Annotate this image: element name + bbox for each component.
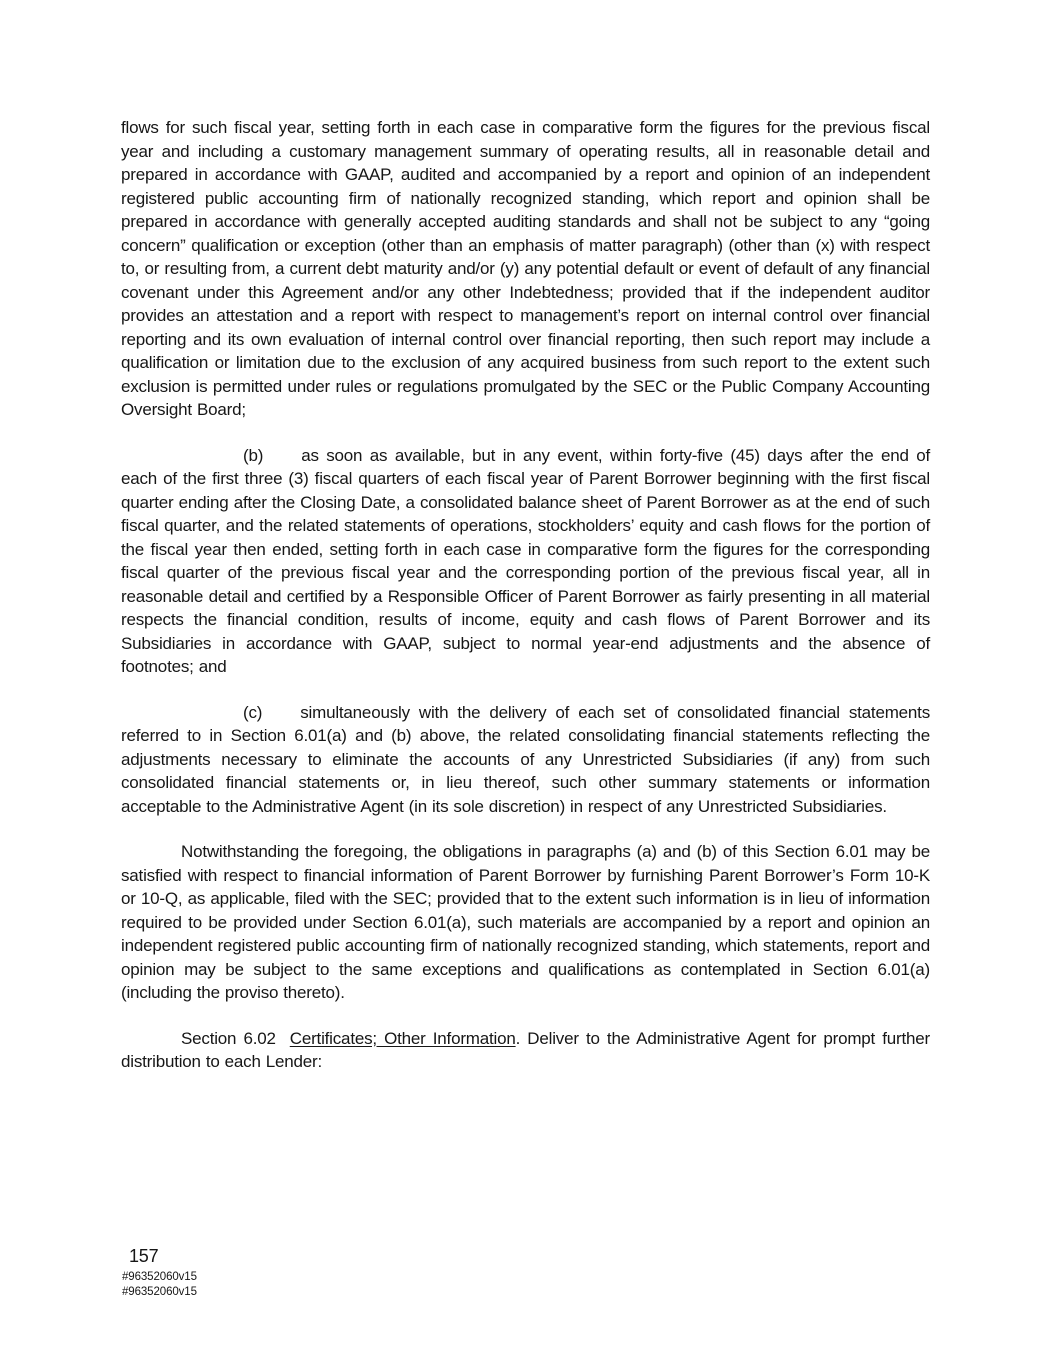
paragraph-b xyxy=(121,444,930,679)
page-body xyxy=(121,116,930,1096)
paragraph-c xyxy=(121,701,930,819)
document-id-block xyxy=(122,1270,197,1299)
section-602-title: Certificates; Other Information xyxy=(289,1028,516,1048)
paragraph-c-label: (c) xyxy=(243,702,263,722)
paragraph-section-602 xyxy=(121,1027,930,1074)
paragraph-c-text: simultaneously with the delivery of each set of consolidated financial statements referred to in Section 6.01(a) and (b) above, the related consolidating financial statements reflecting the adjustments necessary to eliminate the accounts of any Unrestricted Subsidiaries (if any) from such consolidated financial statements or, in lieu thereof, such other summary statements or information acceptable to the Administrative Agent (in its sole discretion) in respect of any Unrestricted Subsidiaries. xyxy=(121,702,930,816)
paragraph-b-label: (b) xyxy=(243,445,264,465)
paragraph-b-text: as soon as available, but in any event, within forty-five (45) days after the end of each of the first three (3) fiscal quarters of each fiscal year of Parent Borrower beginning with the first fiscal quarter ending after the Closing Date, a consolidated balance sheet of Parent Borrower as at the end of such fiscal quarter, and the related statements of operations, stockholders’ equity and cash flows for the portion of the fiscal year then ended, setting forth in each case in comparative form the figures for the corresponding fiscal quarter of the previous fiscal year and the corresponding portion of the previous fiscal year, all in reasonable detail and certified by a Responsible Officer of Parent Borrower as fairly presenting in all material respects the financial condition, results of income, equity and cash flows of Parent Borrower and its Subsidiaries in accordance with GAAP, subject to normal year-end adjustments and the absence of footnotes; and xyxy=(121,445,930,676)
paragraph-a-continuation: flows for such fiscal year, setting forth in each case in comparative form the figures for the previous fiscal year and including a customary management summary of operating results, all in reasonable detail and prepared in accordance with GAAP, audited and accompanied by a report and opinion of an independent registered public accounting firm of nationally recognized standing, which report and opinion shall be prepared in accordance with generally accepted auditing standards and shall not be subject to any “going concern” qualification or exception (other than an emphasis of matter paragraph) (other than (x) with respect to, or resulting from, a current debt maturity and/or (y) any potential default or event of default of any financial covenant under this Agreement and/or any other Indebtedness; provided that if the independent auditor provides an attestation and a report with respect to management’s report on internal control over financial reporting and its own evaluation of internal control over financial reporting, then such report may include a qualification or limitation due to the exclusion of any acquired business from such report to the extent such exclusion is permitted under rules or regulations promulgated by the SEC or the Public Company Accounting Oversight Board; xyxy=(121,118,930,419)
document-id-line-2: #96352060v15 xyxy=(122,1285,197,1298)
paragraph-notwithstanding: Notwithstanding the foregoing, the obligations in paragraphs (a) and (b) of this Section 6.01 may be satisfied with respect to financial information of Parent Borrower by furnishing Parent Borrower’s Form 10-K or 10-Q, as applicable, filed with the SEC; provided that to the extent such information is in lieu of information required to be provided under Section 6.01(a), such materials are accompanied by a report and opinion an independent registered public accounting firm of nationally recognized standing, which statements, report and opinion may be subject to the same exceptions and qualifications as contemplated in Section 6.01(a) (including the proviso thereto). xyxy=(121,842,930,1002)
section-602-rest: . Deliver to the Administrative Agent for prompt further distribution to each Lender: xyxy=(121,1028,930,1071)
document-id-line-1: #96352060v15 xyxy=(122,1271,197,1283)
section-602-number: Section 6.02 xyxy=(181,1028,276,1048)
page-number: 157 xyxy=(129,1246,159,1266)
